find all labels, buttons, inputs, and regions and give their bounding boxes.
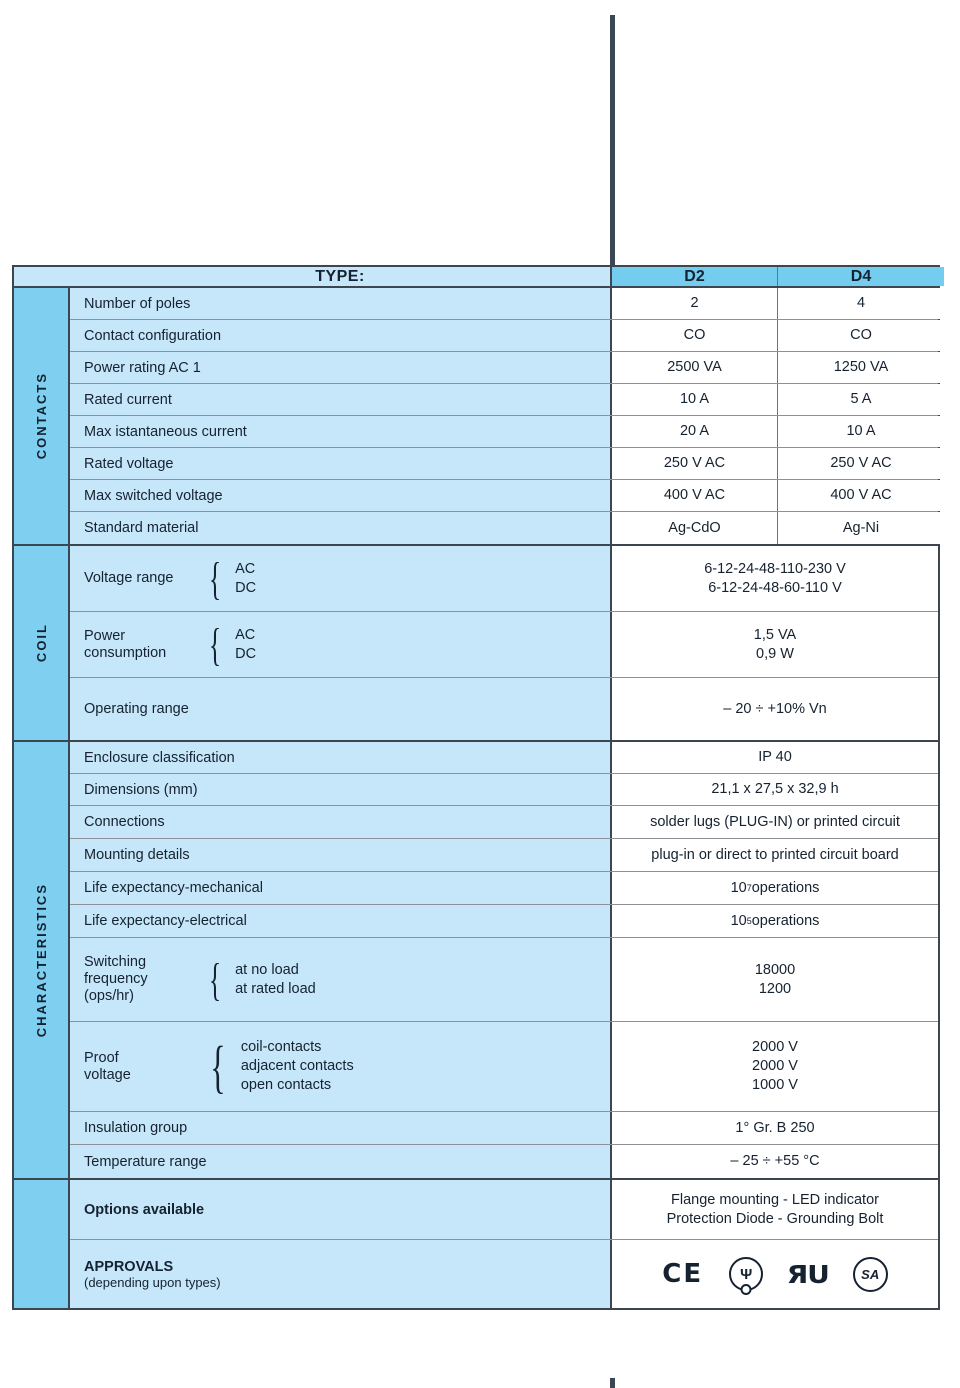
table-row (70, 612, 938, 678)
row-value-line: 1,5 VA (753, 626, 797, 643)
row-label: Mounting details (70, 839, 612, 871)
row-subitem: at no load (235, 961, 299, 978)
row-label: Max switched voltage (70, 480, 612, 511)
row-value-d2: 400 V AC (612, 480, 778, 511)
row-label: Rated voltage (70, 448, 612, 479)
row-subitem: at rated load (235, 980, 316, 997)
row-value (612, 1180, 938, 1239)
row-label-proof-voltage (70, 1022, 612, 1111)
section-label-text: CHARACTERISTICS (33, 882, 49, 1038)
table-row (70, 480, 938, 512)
row-label-line: Proof (84, 1049, 119, 1066)
row-label: Voltage range (84, 570, 174, 586)
row-label-voltage-range (70, 546, 612, 611)
row-value-d4: 10 A (778, 416, 944, 447)
row-value-d2: 2 (612, 288, 778, 319)
column-header-d2: D2 (612, 267, 778, 286)
table-row (70, 938, 938, 1022)
brace-glyph: { (208, 552, 222, 604)
row-label-line: APPROVALS (84, 1258, 174, 1275)
row-label: Connections (70, 806, 612, 838)
row-value-d4: Ag-Ni (778, 512, 944, 544)
table-row (70, 678, 938, 740)
brace-glyph: { (208, 953, 222, 1005)
row-label: Life expectancy-electrical (70, 905, 612, 937)
row-value-d4: CO (778, 320, 944, 351)
section-label-text: CONTACTS (33, 372, 49, 460)
row-value-d4: 4 (778, 288, 944, 319)
brace-glyph: { (208, 618, 222, 670)
section-options-approvals (14, 1180, 938, 1308)
row-value-line: 18000 (754, 961, 796, 978)
row-value-line: 6-12-24-48-110-230 V (704, 560, 846, 577)
row-subitem: open contacts (240, 1077, 332, 1093)
row-label (84, 1050, 202, 1084)
row-value: IP 40 (612, 742, 938, 773)
row-value-d2: 250 V AC (612, 448, 778, 479)
section-contacts (14, 288, 938, 546)
table-row (70, 1240, 938, 1308)
row-label: Max istantaneous current (70, 416, 612, 447)
row-label: Power consumption (84, 627, 167, 661)
table-row (70, 742, 938, 774)
table-row (70, 352, 938, 384)
row-subitem: DC (235, 645, 257, 662)
row-label-options-available: Options available (70, 1180, 612, 1239)
table-row (70, 1112, 938, 1145)
row-label: Power rating AC 1 (70, 352, 612, 383)
row-value-line: 0,9 W (756, 645, 794, 662)
row-value-line: 2000 V (752, 1039, 798, 1055)
row-value (612, 1022, 938, 1111)
row-label-line: voltage (84, 1066, 131, 1083)
row-value-line: 2000 V (752, 1058, 798, 1074)
row-label: Contact configuration (70, 320, 612, 351)
section-characteristics (14, 742, 938, 1180)
row-value-d2: CO (612, 320, 778, 351)
table-row (70, 320, 938, 352)
row-value-electrical-life: 10 5 operations (612, 905, 938, 937)
row-subitem: adjacent contacts (240, 1058, 354, 1074)
row-value: 21,1 x 27,5 x 32,9 h (612, 774, 938, 805)
ul-mark-icon: ЯU (786, 1259, 829, 1289)
row-label-switching-frequency (70, 938, 612, 1021)
product-header-panel (610, 15, 940, 265)
table-row (70, 1145, 938, 1178)
table-row (70, 872, 938, 905)
row-value-d2: 2500 VA (612, 352, 778, 383)
row-label: Enclosure classification (70, 742, 612, 773)
row-value-line: 6-12-24-48-60-110 V (708, 579, 842, 596)
section-label-text: COIL (33, 623, 49, 663)
specification-table (12, 265, 940, 1310)
table-row (70, 1180, 938, 1240)
row-label: Operating range (70, 678, 612, 740)
row-label-line: (depending upon types) (84, 1274, 221, 1290)
brace-glyph: { (210, 1033, 226, 1099)
table-row (70, 288, 938, 320)
row-value (612, 938, 938, 1021)
row-value: plug-in or direct to printed circuit board (612, 839, 938, 871)
row-label: Rated current (70, 384, 612, 415)
row-label-line: frequency (84, 971, 148, 987)
table-row (70, 416, 938, 448)
row-value (612, 546, 938, 611)
section-label-blank (14, 1180, 70, 1308)
section-label-contacts (14, 288, 70, 544)
section-label-coil (14, 546, 70, 740)
section-coil (14, 546, 938, 742)
row-value (612, 612, 938, 677)
row-value-d4: 1250 VA (778, 352, 944, 383)
table-row (70, 839, 938, 872)
row-label: Insulation group (70, 1112, 612, 1144)
footer-rule (610, 1378, 940, 1388)
section-label-characteristics (14, 742, 70, 1178)
row-value-d2: Ag-CdO (612, 512, 778, 544)
csa-mark-icon: SA (853, 1257, 888, 1292)
row-value-d4: 400 V AC (778, 480, 944, 511)
type-header-label: TYPE: (70, 267, 612, 286)
row-value-approval-marks (612, 1240, 938, 1308)
row-label: Temperature range (70, 1145, 612, 1178)
row-label: Standard material (70, 512, 612, 544)
header-section-spacer (14, 267, 70, 286)
row-value: 1° Gr. B 250 (612, 1112, 938, 1144)
row-value-line: 1200 (758, 980, 792, 997)
row-label: Life expectancy-mechanical (70, 872, 612, 904)
row-subitem: DC (235, 579, 257, 596)
row-label-line: Switching (84, 954, 147, 970)
column-header-d4: D4 (778, 267, 944, 286)
table-row (70, 512, 938, 544)
vde-mark-icon: Ψ (729, 1257, 763, 1291)
table-row (70, 774, 938, 806)
row-value-line: Protection Diode - Grounding Bolt (666, 1210, 884, 1227)
table-header-row (14, 267, 938, 288)
row-label-approvals (70, 1240, 612, 1308)
header-band (0, 0, 960, 265)
table-row (70, 806, 938, 839)
row-subitem: AC (235, 626, 256, 643)
table-row (70, 905, 938, 938)
table-row (70, 546, 938, 612)
row-value-d2: 20 A (612, 416, 778, 447)
ce-mark-icon: CE (662, 1258, 704, 1289)
table-row (70, 384, 938, 416)
row-label: Number of poles (70, 288, 612, 319)
table-row (70, 1022, 938, 1112)
row-value: – 25 ÷ +55 °C (612, 1145, 938, 1178)
row-subitem: AC (235, 560, 256, 577)
row-label (84, 954, 202, 1005)
row-value-d4: 250 V AC (778, 448, 944, 479)
row-label-line: (ops/hr) (84, 988, 134, 1004)
row-value-d4: 5 A (778, 384, 944, 415)
row-value: solder lugs (PLUG-IN) or printed circuit (612, 806, 938, 838)
row-value-d2: 10 A (612, 384, 778, 415)
row-value: – 20 ÷ +10% Vn (612, 678, 938, 740)
row-value-line: 1000 V (752, 1077, 798, 1093)
row-value-mechanical-life: 10 7 operations (612, 872, 938, 904)
row-label-power-consumption (70, 612, 612, 677)
table-row (70, 448, 938, 480)
row-label: Dimensions (mm) (70, 774, 612, 805)
row-value-line: Flange mounting - LED indicator (671, 1191, 879, 1208)
row-subitem: coil-contacts (240, 1039, 322, 1055)
